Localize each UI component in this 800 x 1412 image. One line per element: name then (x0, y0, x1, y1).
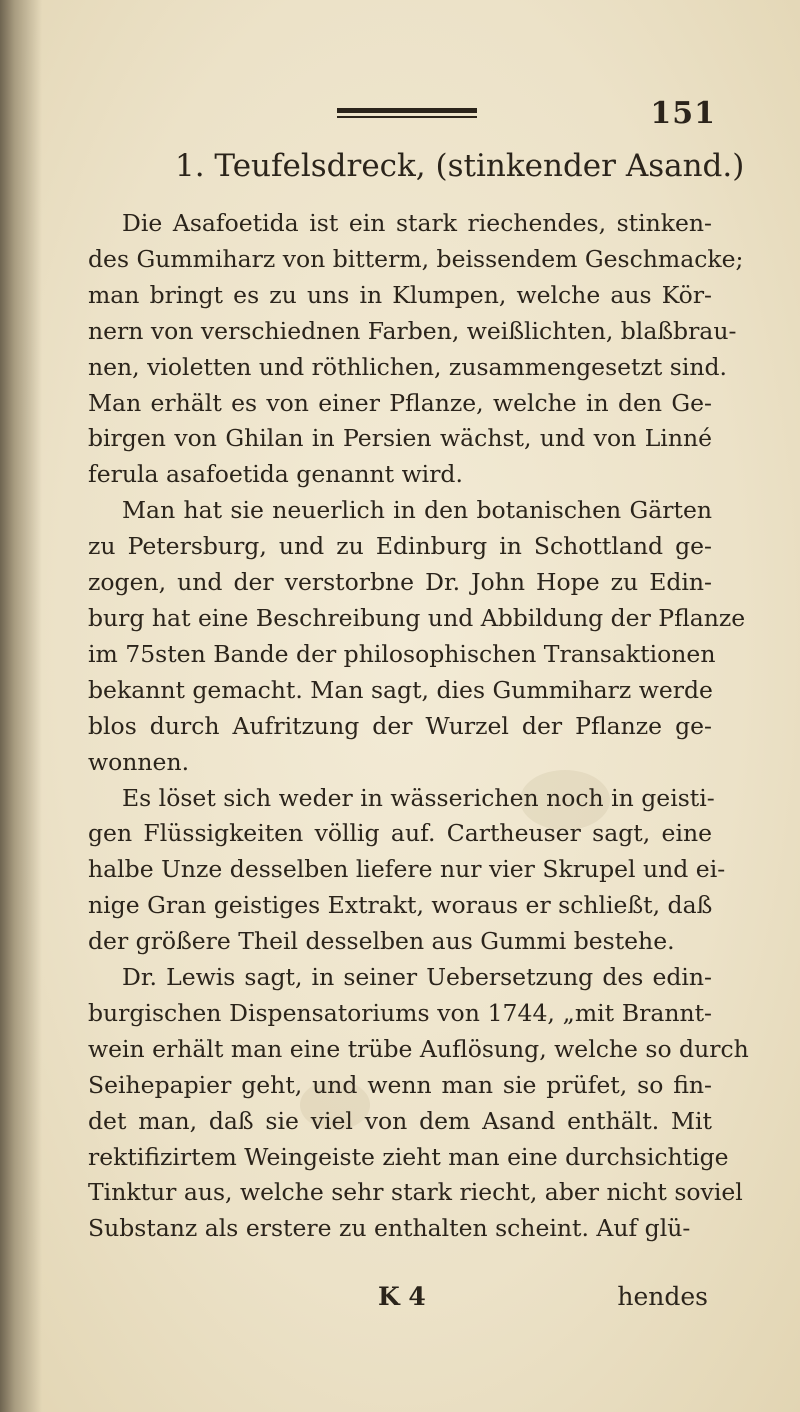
body-text (88, 206, 749, 1247)
header-rule (337, 108, 477, 118)
text-line: blos durch Aufritzung der Wurzel der Pflanze ge- (88, 711, 712, 740)
paragraph (88, 206, 744, 493)
text-line: wonnen. (88, 747, 190, 776)
text-line: Substanz als erstere zu enthalten scheint. Auf glü- (88, 1214, 691, 1243)
text-line: burgischen Dispensatoriums von 1744, „mit Brannt- (88, 998, 712, 1027)
text-line: Die Asafoetida ist ein stark riechendes, stinken- (122, 209, 712, 237)
paragraph (88, 493, 746, 780)
text-line: halbe Unze desselben liefere nur vier Skrupel und ei- (88, 855, 726, 884)
catchword: hendes (617, 1282, 708, 1311)
text-line: Man erhält es von einer Pflanze, welche in den Ge- (88, 388, 712, 417)
text-line: Dr. Lewis sagt, in seiner Uebersetzung des edin- (122, 963, 712, 992)
signature-mark: K 4 (378, 1282, 426, 1311)
page-number: 151 (650, 96, 716, 131)
text-line: gen Flüssigkeiten völlig auf. Carthеuser sagt, eine (88, 819, 712, 848)
text-line: zu Petersburg, und zu Edinburg in Schottland ge- (88, 532, 712, 561)
text-line: ferula asafoetida genannt wird. (88, 460, 463, 489)
text-line: det man, daß sie viel von dem Asand enthält. Mit (88, 1106, 712, 1135)
text-line: Tinktur aus, welche sehr stark riecht, aber nicht soviel (88, 1178, 743, 1207)
gutter-shadow (0, 0, 42, 1412)
text-line: Man hat sie neuerlich in den botanischen Gärten (122, 496, 712, 525)
text-line: man bringt es zu uns in Klumpen, welche aus Kör- (88, 280, 712, 309)
paragraph (88, 960, 749, 1247)
text-line: nige Gran geistiges Extrakt, woraus er schließt, daß (88, 891, 713, 920)
text-line: nen, violetten und röthlichen, zusammengesetzt sind. (88, 352, 728, 381)
text-line: nern von verschiednen Farben, weißlichten, blaßbrau- (88, 316, 737, 345)
text-line: rektifizirtem Weingeiste zieht man eine durchsichtige (88, 1142, 729, 1171)
text-line: wein erhält man eine trübe Auflösung, welche so durch (88, 1034, 749, 1063)
text-line: burg hat eine Beschreibung und Abbildung der Pflanze (88, 603, 746, 632)
page-footer (88, 1282, 708, 1322)
text-line: Es löset sich weder in wässerichen noch in geisti- (122, 783, 715, 812)
text-line: birgen von Ghilan in Persien wächst, und von Linné (88, 424, 712, 453)
text-line: zogen, und der verstorbne Dr. John Hope zu Edin- (88, 568, 712, 597)
text-line: des Gummiharz von bitterm, beissendem Geschmacke; (88, 244, 744, 273)
paragraph (88, 781, 726, 961)
section-heading: 1. Teufelsdreck, (stinkender Asand.) (175, 148, 745, 184)
text-line: bekannt gemacht. Man sagt, dies Gummiharz werde (88, 675, 713, 704)
text-line: Seihepapier geht, und wenn man sie prüfet, so fin- (88, 1070, 712, 1099)
text-line: im 75sten Bande der philosophischen Transaktionen (88, 639, 716, 668)
text-line: der größere Theil desselben aus Gummi bestehe. (88, 927, 675, 956)
